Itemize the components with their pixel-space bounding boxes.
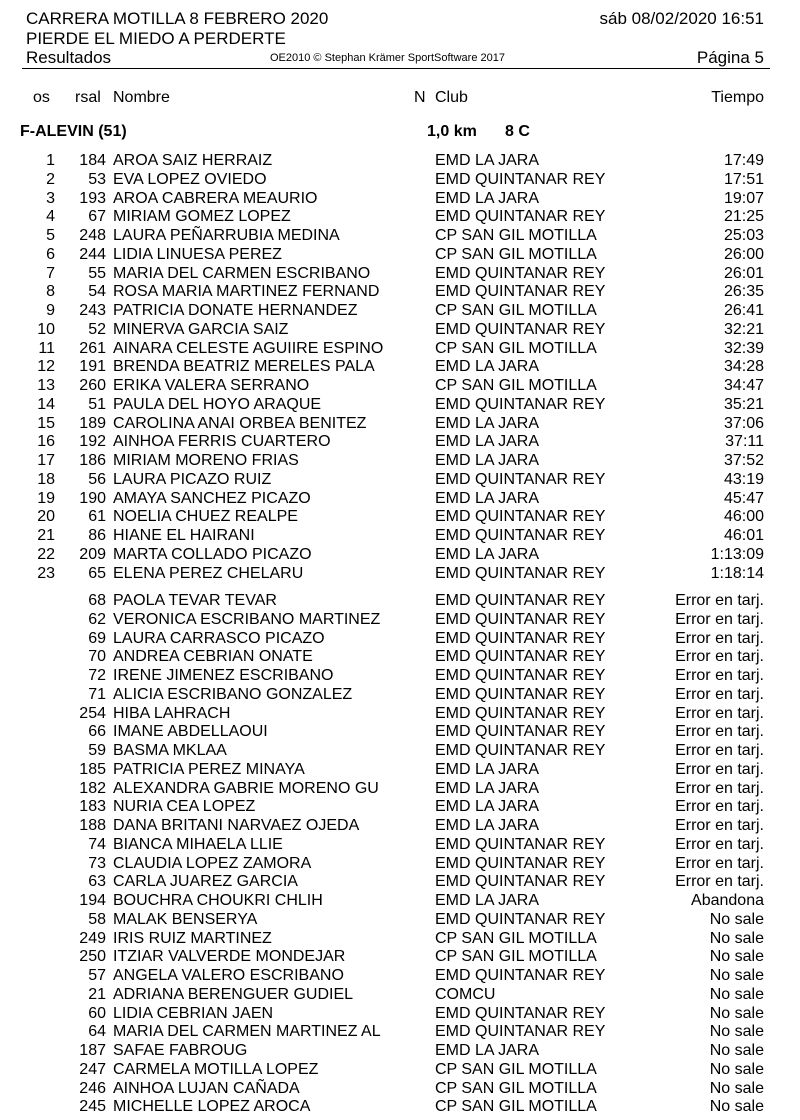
club-name: EMD QUINTANAR REY bbox=[435, 723, 606, 741]
bib-number: 63 bbox=[88, 873, 106, 891]
result-row bbox=[0, 545, 800, 564]
club-name: EMD LA JARA bbox=[435, 414, 540, 432]
club-name: CP SAN GIL MOTILLA bbox=[435, 948, 597, 966]
runner-name: ALICIA ESCRIBANO GONZALEZ bbox=[113, 685, 353, 703]
result-row bbox=[0, 357, 800, 376]
non-finisher-row bbox=[0, 854, 800, 873]
result-row bbox=[0, 245, 800, 264]
runner-name: ROSA MARIA MARTINEZ FERNAND bbox=[113, 283, 380, 301]
runner-name: MARTA COLLADO PICAZO bbox=[113, 545, 312, 563]
result-row bbox=[0, 320, 800, 339]
result-time: No sale bbox=[709, 1098, 764, 1116]
event-subtitle: PIERDE EL MIEDO A PERDERTE bbox=[26, 29, 286, 48]
non-finisher-row bbox=[0, 835, 800, 854]
non-finisher-row bbox=[0, 666, 800, 685]
result-time: 26:35 bbox=[723, 283, 764, 301]
runner-name: IRENE JIMENEZ ESCRIBANO bbox=[113, 667, 334, 684]
column-header-time: Tiempo bbox=[711, 89, 764, 106]
bib-number: 183 bbox=[79, 798, 106, 816]
column-header-n: N bbox=[414, 89, 426, 106]
club-name: EMD LA JARA bbox=[435, 152, 540, 169]
event-title: CARRERA MOTILLA 8 FEBRERO 2020 bbox=[26, 9, 329, 28]
result-time: 26:00 bbox=[723, 245, 764, 263]
result-time: Abandona bbox=[691, 892, 764, 909]
result-row bbox=[0, 339, 800, 358]
result-time: Error en tarj. bbox=[675, 648, 764, 666]
club-name: EMD LA JARA bbox=[435, 798, 540, 816]
bib-number: 193 bbox=[79, 189, 106, 207]
runner-name: IMANE ABDELLAOUI bbox=[113, 723, 268, 741]
club-name: CP SAN GIL MOTILLA bbox=[435, 1079, 597, 1097]
result-row bbox=[0, 507, 800, 526]
bib-number: 209 bbox=[79, 545, 106, 563]
result-position: 19 bbox=[37, 489, 55, 507]
runner-name: AROA SAIZ HERRAIZ bbox=[113, 152, 273, 169]
result-position: 2 bbox=[46, 170, 55, 188]
result-time: 43:19 bbox=[723, 470, 764, 488]
non-finisher-row bbox=[0, 629, 800, 648]
bib-number: 182 bbox=[79, 779, 106, 797]
result-time: No sale bbox=[709, 910, 764, 928]
club-name: EMD QUINTANAR REY bbox=[435, 395, 606, 413]
non-finisher-row bbox=[0, 741, 800, 760]
club-name: EMD QUINTANAR REY bbox=[435, 873, 606, 891]
runner-name: LAURA PICAZO RUIZ bbox=[113, 470, 272, 488]
club-name: EMD QUINTANAR REY bbox=[435, 910, 606, 928]
result-position: 8 bbox=[46, 283, 55, 301]
runner-name: SAFAE FABROUG bbox=[113, 1042, 248, 1059]
bib-number: 68 bbox=[88, 592, 106, 609]
bib-number: 69 bbox=[88, 629, 106, 647]
result-time: 21:25 bbox=[723, 208, 764, 226]
result-position: 6 bbox=[46, 245, 55, 263]
non-finisher-row bbox=[0, 910, 800, 929]
club-name: EMD QUINTANAR REY bbox=[435, 564, 606, 582]
result-row bbox=[0, 207, 800, 226]
bib-number: 250 bbox=[79, 948, 106, 966]
result-time: 26:41 bbox=[723, 302, 764, 319]
club-name: EMD QUINTANAR REY bbox=[435, 610, 606, 628]
result-position: 1 bbox=[46, 152, 55, 169]
result-row bbox=[0, 526, 800, 545]
result-time: No sale bbox=[709, 929, 764, 947]
non-finisher-row bbox=[0, 947, 800, 966]
non-finisher-row bbox=[0, 685, 800, 704]
result-time: 1:18:14 bbox=[710, 564, 764, 582]
result-time: No sale bbox=[709, 1042, 764, 1059]
runner-name: ANDREA CEBRIAN ONATE bbox=[113, 648, 313, 666]
bib-number: 71 bbox=[88, 685, 106, 703]
category-distance: 1,0 km bbox=[427, 123, 477, 140]
bib-number: 60 bbox=[88, 1004, 106, 1022]
column-header-position: os bbox=[33, 89, 50, 106]
result-position: 13 bbox=[37, 377, 55, 394]
bib-number: 189 bbox=[79, 414, 106, 432]
non-finisher-row bbox=[0, 1041, 800, 1060]
club-name: EMD LA JARA bbox=[435, 545, 540, 563]
non-finisher-row bbox=[0, 966, 800, 985]
result-position: 23 bbox=[37, 564, 55, 582]
result-time: Error en tarj. bbox=[675, 817, 764, 834]
bib-number: 74 bbox=[88, 835, 106, 853]
bib-number: 59 bbox=[88, 742, 106, 759]
non-finisher-row bbox=[0, 872, 800, 891]
result-row bbox=[0, 282, 800, 301]
non-finisher-row bbox=[0, 1022, 800, 1041]
runner-name: IRIS RUIZ MARTINEZ bbox=[113, 929, 272, 947]
runner-name: VERONICA ESCRIBANO MARTINEZ bbox=[113, 610, 381, 628]
bib-number: 244 bbox=[79, 245, 106, 263]
bib-number: 260 bbox=[79, 377, 106, 394]
result-row bbox=[0, 451, 800, 470]
club-name: EMD LA JARA bbox=[435, 760, 540, 778]
runner-name: EVA LOPEZ OVIEDO bbox=[113, 170, 267, 188]
result-time: Error en tarj. bbox=[675, 835, 764, 853]
result-time: Error en tarj. bbox=[675, 779, 764, 797]
runner-name: HIBA LAHRACH bbox=[113, 704, 231, 722]
runner-name: LAURA PEÑARRUBIA MEDINA bbox=[113, 227, 340, 244]
club-name: EMD QUINTANAR REY bbox=[435, 527, 606, 544]
result-time: 46:00 bbox=[723, 508, 764, 526]
result-row bbox=[0, 489, 800, 508]
result-time: No sale bbox=[709, 948, 764, 966]
bib-number: 190 bbox=[79, 489, 106, 507]
result-position: 16 bbox=[37, 433, 55, 451]
runner-name: ALEXANDRA GABRIE MORENO GU bbox=[113, 779, 379, 797]
result-time: 17:49 bbox=[723, 152, 764, 169]
non-finisher-row bbox=[0, 985, 800, 1004]
result-position: 18 bbox=[37, 470, 55, 488]
result-time: 37:06 bbox=[723, 414, 764, 432]
runner-name: BOUCHRA CHOUKRI CHLIH bbox=[113, 892, 323, 909]
bib-number: 61 bbox=[88, 508, 106, 526]
result-position: 11 bbox=[38, 339, 55, 357]
club-name: EMD QUINTANAR REY bbox=[435, 667, 606, 684]
bib-number: 188 bbox=[79, 817, 106, 834]
result-time: 17:51 bbox=[723, 170, 764, 188]
runner-name: PAOLA TEVAR TEVAR bbox=[113, 592, 277, 609]
result-time: 37:52 bbox=[723, 452, 764, 469]
non-finisher-row bbox=[0, 891, 800, 910]
club-name: CP SAN GIL MOTILLA bbox=[435, 377, 597, 394]
club-name: EMD QUINTANAR REY bbox=[435, 742, 606, 759]
club-name: EMD QUINTANAR REY bbox=[435, 470, 606, 488]
non-finisher-row bbox=[0, 929, 800, 948]
category-name: F-ALEVIN (51) bbox=[20, 123, 127, 140]
club-name: EMD QUINTANAR REY bbox=[435, 835, 606, 853]
result-position: 10 bbox=[37, 320, 55, 338]
result-position: 15 bbox=[37, 414, 55, 432]
result-position: 9 bbox=[46, 302, 55, 319]
club-name: EMD LA JARA bbox=[435, 433, 540, 451]
club-name: EMD LA JARA bbox=[435, 452, 540, 469]
bib-number: 194 bbox=[79, 892, 106, 909]
result-row bbox=[0, 151, 800, 170]
club-name: EMD QUINTANAR REY bbox=[435, 629, 606, 647]
bib-number: 54 bbox=[88, 283, 106, 301]
result-position: 20 bbox=[37, 508, 55, 526]
runner-name: AINHOA FERRIS CUARTERO bbox=[113, 433, 331, 451]
runner-name: AMAYA SANCHEZ PICAZO bbox=[113, 489, 311, 507]
bib-number: 72 bbox=[88, 667, 106, 684]
non-finisher-row bbox=[0, 1079, 800, 1098]
result-time: 19:07 bbox=[723, 189, 764, 207]
result-time: 45:47 bbox=[723, 489, 764, 507]
club-name: EMD LA JARA bbox=[435, 892, 540, 909]
result-time: Error en tarj. bbox=[675, 798, 764, 816]
result-position: 22 bbox=[37, 545, 55, 563]
non-finisher-row bbox=[0, 704, 800, 723]
bib-number: 243 bbox=[79, 302, 106, 319]
result-time: 35:21 bbox=[723, 395, 764, 413]
result-time: 26:01 bbox=[723, 264, 764, 282]
result-time: 34:28 bbox=[723, 358, 764, 376]
non-finisher-row bbox=[0, 760, 800, 779]
runner-name: CARMELA MOTILLA LOPEZ bbox=[113, 1060, 319, 1078]
result-time: 32:39 bbox=[723, 339, 764, 357]
result-position: 5 bbox=[46, 227, 55, 244]
club-name: EMD QUINTANAR REY bbox=[435, 1023, 606, 1041]
bib-number: 64 bbox=[88, 1023, 106, 1041]
bib-number: 86 bbox=[88, 527, 106, 544]
bib-number: 246 bbox=[79, 1079, 106, 1097]
runner-name: MIRIAM MORENO FRIAS bbox=[113, 452, 299, 469]
club-name: CP SAN GIL MOTILLA bbox=[435, 227, 597, 244]
result-time: Error en tarj. bbox=[675, 629, 764, 647]
result-time: Error en tarj. bbox=[675, 873, 764, 891]
bib-number: 55 bbox=[88, 264, 106, 282]
bib-number: 249 bbox=[79, 929, 106, 947]
print-datetime: sáb 08/02/2020 16:51 bbox=[599, 9, 764, 28]
non-finisher-row bbox=[0, 1097, 800, 1116]
club-name: EMD LA JARA bbox=[435, 1042, 540, 1059]
result-time: Error en tarj. bbox=[675, 592, 764, 609]
result-time: No sale bbox=[709, 1079, 764, 1097]
runner-name: BRENDA BEATRIZ MERELES PALA bbox=[113, 358, 375, 376]
result-time: Error en tarj. bbox=[675, 723, 764, 741]
result-time: 34:47 bbox=[723, 377, 764, 394]
result-time: Error en tarj. bbox=[675, 742, 764, 759]
runner-name: MALAK BENSERYA bbox=[113, 910, 258, 928]
runner-name: MIRIAM GOMEZ LOPEZ bbox=[113, 208, 291, 226]
club-name: EMD QUINTANAR REY bbox=[435, 208, 606, 226]
section-label: Resultados bbox=[26, 48, 112, 67]
result-time: 37:11 bbox=[725, 433, 764, 451]
runner-name: MICHELLE LOPEZ AROCA bbox=[113, 1098, 311, 1116]
runner-name: NOELIA CHUEZ REALPE bbox=[113, 508, 298, 526]
club-name: CP SAN GIL MOTILLA bbox=[435, 302, 597, 319]
result-time: 46:01 bbox=[723, 527, 764, 544]
result-position: 3 bbox=[46, 189, 55, 207]
result-row bbox=[0, 301, 800, 320]
non-finisher-row bbox=[0, 816, 800, 835]
result-row bbox=[0, 414, 800, 433]
club-name: COMCU bbox=[435, 985, 496, 1003]
club-name: EMD LA JARA bbox=[435, 817, 540, 834]
runner-name: ITZIAR VALVERDE MONDEJAR bbox=[113, 948, 346, 966]
bib-number: 65 bbox=[88, 564, 106, 582]
page-number: Página 5 bbox=[696, 48, 764, 67]
club-name: EMD LA JARA bbox=[435, 189, 540, 207]
result-position: 17 bbox=[37, 452, 55, 469]
runner-name: CLAUDIA LOPEZ ZAMORA bbox=[113, 854, 312, 872]
bib-number: 21 bbox=[88, 985, 106, 1003]
result-row bbox=[0, 432, 800, 451]
bib-number: 57 bbox=[88, 967, 106, 984]
club-name: EMD QUINTANAR REY bbox=[435, 170, 606, 188]
result-time: 25:03 bbox=[723, 227, 764, 244]
bib-number: 51 bbox=[88, 395, 106, 413]
club-name: EMD LA JARA bbox=[435, 489, 540, 507]
runner-name: CAROLINA ANAI ORBEA BENITEZ bbox=[113, 414, 367, 432]
club-name: CP SAN GIL MOTILLA bbox=[435, 339, 597, 357]
bib-number: 247 bbox=[79, 1060, 106, 1078]
category-controls: 8 C bbox=[505, 123, 530, 140]
runner-name: AINHOA LUJAN CAÑADA bbox=[113, 1079, 300, 1097]
club-name: EMD QUINTANAR REY bbox=[435, 854, 606, 872]
club-name: EMD QUINTANAR REY bbox=[435, 967, 606, 984]
header-divider bbox=[22, 68, 770, 69]
runner-name: LIDIA LINUESA PEREZ bbox=[113, 245, 282, 263]
club-name: CP SAN GIL MOTILLA bbox=[435, 1060, 597, 1078]
column-header-club: Club bbox=[435, 89, 468, 106]
club-name: EMD QUINTANAR REY bbox=[435, 320, 606, 338]
runner-name: DANA BRITANI NARVAEZ OJEDA bbox=[113, 817, 360, 834]
result-time: No sale bbox=[709, 1004, 764, 1022]
bib-number: 187 bbox=[79, 1042, 106, 1059]
runner-name: MINERVA GARCIA SAIZ bbox=[113, 320, 289, 338]
result-position: 14 bbox=[37, 395, 55, 413]
club-name: EMD QUINTANAR REY bbox=[435, 283, 606, 301]
club-name: EMD QUINTANAR REY bbox=[435, 508, 606, 526]
non-finisher-row bbox=[0, 591, 800, 610]
runner-name: NURIA CEA LOPEZ bbox=[113, 798, 256, 816]
result-time: Error en tarj. bbox=[675, 704, 764, 722]
club-name: CP SAN GIL MOTILLA bbox=[435, 245, 597, 263]
bib-number: 245 bbox=[79, 1098, 106, 1116]
bib-number: 261 bbox=[79, 339, 106, 357]
bib-number: 56 bbox=[88, 470, 106, 488]
bib-number: 52 bbox=[88, 320, 106, 338]
club-name: EMD QUINTANAR REY bbox=[435, 592, 606, 609]
runner-name: PAULA DEL HOYO ARAQUE bbox=[113, 395, 322, 413]
result-position: 4 bbox=[46, 208, 55, 226]
runner-name: BIANCA MIHAELA LLIE bbox=[113, 835, 283, 853]
bib-number: 248 bbox=[79, 227, 106, 244]
result-row bbox=[0, 226, 800, 245]
club-name: CP SAN GIL MOTILLA bbox=[435, 1098, 597, 1116]
runner-name: MARIA DEL CARMEN ESCRIBANO bbox=[113, 264, 371, 282]
runner-name: PATRICIA DONATE HERNANDEZ bbox=[113, 302, 358, 319]
software-credit: OE2010 © Stephan Krämer SportSoftware 2017 bbox=[270, 52, 505, 64]
result-time: No sale bbox=[709, 985, 764, 1003]
bib-number: 62 bbox=[88, 610, 106, 628]
bib-number: 192 bbox=[79, 433, 106, 451]
bib-number: 254 bbox=[79, 704, 106, 722]
non-finisher-row bbox=[0, 797, 800, 816]
club-name: CP SAN GIL MOTILLA bbox=[435, 929, 597, 947]
result-row bbox=[0, 564, 800, 583]
bib-number: 70 bbox=[88, 648, 106, 666]
club-name: EMD LA JARA bbox=[435, 779, 540, 797]
result-position: 12 bbox=[37, 358, 55, 376]
runner-name: LAURA CARRASCO PICAZO bbox=[113, 629, 325, 647]
result-position: 21 bbox=[37, 527, 55, 544]
runner-name: BASMA MKLAA bbox=[113, 742, 227, 759]
runner-name: ELENA PEREZ CHELARU bbox=[113, 564, 304, 582]
runner-name: HIANE EL HAIRANI bbox=[113, 527, 255, 544]
club-name: EMD QUINTANAR REY bbox=[435, 685, 606, 703]
category-header bbox=[0, 122, 800, 142]
column-headers bbox=[0, 88, 800, 108]
club-name: EMD QUINTANAR REY bbox=[435, 704, 606, 722]
runner-name: ERIKA VALERA SERRANO bbox=[113, 377, 310, 394]
bib-number: 58 bbox=[88, 910, 106, 928]
result-time: 1:13:09 bbox=[710, 545, 764, 563]
result-row bbox=[0, 395, 800, 414]
non-finisher-row bbox=[0, 610, 800, 629]
result-time: No sale bbox=[709, 1060, 764, 1078]
column-header-dorsal: rsal bbox=[75, 89, 101, 106]
result-row bbox=[0, 376, 800, 395]
result-row bbox=[0, 264, 800, 283]
runner-name: ADRIANA BERENGUER GUDIEL bbox=[113, 985, 354, 1003]
non-finisher-row bbox=[0, 779, 800, 798]
bib-number: 191 bbox=[79, 358, 106, 376]
bib-number: 66 bbox=[88, 723, 106, 741]
runner-name: ANGELA VALERO ESCRIBANO bbox=[113, 967, 344, 984]
runner-name: LIDIA CEBRIAN JAEN bbox=[113, 1004, 274, 1022]
bib-number: 73 bbox=[88, 854, 106, 872]
runner-name: AINARA CELESTE AGUIIRE ESPINO bbox=[113, 339, 384, 357]
bib-number: 184 bbox=[79, 152, 106, 169]
runner-name: AROA CABRERA MEAURIO bbox=[113, 189, 318, 207]
result-time: Error en tarj. bbox=[675, 685, 764, 703]
non-finisher-row bbox=[0, 1004, 800, 1023]
club-name: EMD QUINTANAR REY bbox=[435, 264, 606, 282]
non-finisher-row bbox=[0, 722, 800, 741]
result-row bbox=[0, 170, 800, 189]
club-name: EMD LA JARA bbox=[435, 358, 540, 376]
result-time: 32:21 bbox=[723, 320, 764, 338]
result-row bbox=[0, 189, 800, 208]
club-name: EMD QUINTANAR REY bbox=[435, 648, 606, 666]
result-position: 7 bbox=[46, 264, 55, 282]
non-finisher-row bbox=[0, 647, 800, 666]
bib-number: 185 bbox=[79, 760, 106, 778]
club-name: EMD QUINTANAR REY bbox=[435, 1004, 606, 1022]
non-finisher-row bbox=[0, 1060, 800, 1079]
result-row bbox=[0, 470, 800, 489]
bib-number: 53 bbox=[88, 170, 106, 188]
result-time: Error en tarj. bbox=[675, 854, 764, 872]
bib-number: 186 bbox=[79, 452, 106, 469]
bib-number: 67 bbox=[88, 208, 106, 226]
result-time: Error en tarj. bbox=[675, 667, 764, 684]
result-time: Error en tarj. bbox=[675, 760, 764, 778]
result-time: Error en tarj. bbox=[675, 610, 764, 628]
column-header-name: Nombre bbox=[113, 89, 170, 106]
result-time: No sale bbox=[709, 1023, 764, 1041]
runner-name: CARLA JUAREZ GARCIA bbox=[113, 873, 298, 891]
runner-name: MARIA DEL CARMEN MARTINEZ AL bbox=[113, 1023, 381, 1041]
result-time: No sale bbox=[709, 967, 764, 984]
runner-name: PATRICIA PEREZ MINAYA bbox=[113, 760, 305, 778]
